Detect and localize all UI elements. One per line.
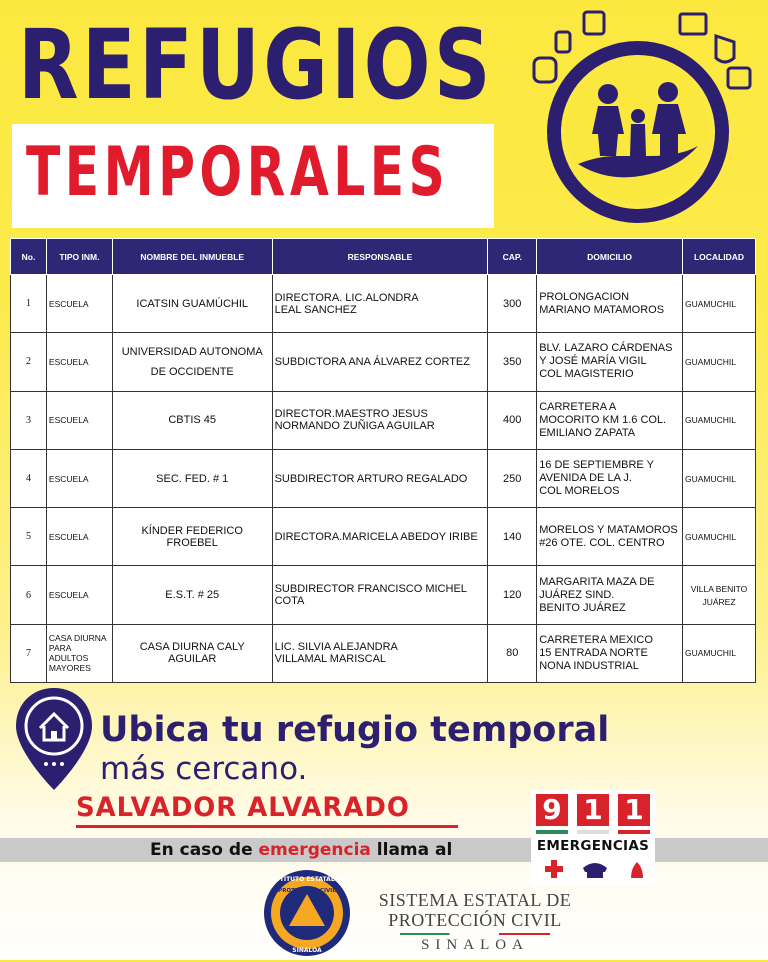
seal-bottom-text: SINALOA bbox=[292, 947, 322, 954]
table-row bbox=[11, 449, 756, 507]
dom-line: BENITO JUÁREZ bbox=[539, 601, 626, 614]
dom-line: BLV. LAZARO CÁRDENAS bbox=[539, 342, 673, 355]
cell-responsable bbox=[272, 333, 488, 391]
table-header-row bbox=[11, 239, 756, 275]
dom-line: EMILIANO ZAPATA bbox=[539, 426, 636, 439]
cell-localidad: GUAMUCHIL bbox=[683, 333, 756, 391]
cell-responsable bbox=[272, 566, 488, 624]
resp-line: SUBDICTORA ANA ÁLVAREZ CORTEZ bbox=[274, 355, 470, 368]
col-header-localidad: LOCALIDAD bbox=[683, 239, 756, 275]
resp-line: LEAL SANCHEZ bbox=[274, 303, 357, 316]
cell-responsable bbox=[272, 391, 488, 449]
cell-localidad bbox=[683, 566, 756, 624]
proteccion-civil-seal bbox=[262, 868, 352, 958]
cell-nombre: CBTIS 45 bbox=[112, 391, 272, 449]
loc-line: JUÁREZ bbox=[702, 596, 736, 607]
cell-nombre: E.S.T. # 25 bbox=[112, 566, 272, 624]
cell-localidad: GUAMUCHIL bbox=[683, 275, 756, 333]
flag-red bbox=[618, 830, 650, 834]
cell-tipo: ESCUELA bbox=[46, 391, 112, 449]
emergency-911-logo bbox=[531, 790, 655, 886]
cell-tipo: ESCUELA bbox=[46, 275, 112, 333]
title-temporales: TEMPORALES bbox=[26, 133, 450, 212]
title-refugios: REFUGIOS bbox=[18, 9, 494, 121]
cell-tipo: ESCUELA bbox=[46, 566, 112, 624]
cell-tipo bbox=[46, 624, 112, 682]
col-header-domicilio: DOMICILIO bbox=[537, 239, 683, 275]
loc-line: VILLA BENITO bbox=[690, 583, 748, 594]
cell-responsable bbox=[272, 508, 488, 566]
org-rule bbox=[400, 933, 550, 935]
shelter-table bbox=[10, 238, 756, 683]
col-header-nombre: NOMBRE DEL INMUEBLE bbox=[112, 239, 272, 275]
dom-line: PROLONGACION bbox=[539, 290, 630, 303]
seal-mid-text: PROTECCION CIVIL bbox=[278, 888, 336, 894]
table-row bbox=[11, 508, 756, 566]
cell-no: 7 bbox=[11, 624, 47, 682]
location-pin-icon bbox=[12, 686, 96, 796]
shelters-table bbox=[10, 238, 756, 683]
cell-nombre: ICATSIN GUAMÚCHIL bbox=[112, 275, 272, 333]
cell-cap: 80 bbox=[488, 624, 537, 682]
dom-line: COL MORELOS bbox=[539, 485, 620, 498]
cell-domicilio bbox=[537, 391, 683, 449]
dom-line: MOCORITO KM 1.6 COL. bbox=[539, 413, 667, 426]
seal-top-text: INSTITUTO ESTATAL DE bbox=[268, 876, 346, 883]
cell-tipo: ESCUELA bbox=[46, 449, 112, 507]
dom-line: MARGARITA MAZA DE bbox=[539, 575, 655, 588]
cell-cap: 140 bbox=[488, 508, 537, 566]
cell-cap: 300 bbox=[488, 275, 537, 333]
resp-line: VILLAMAL MARISCAL bbox=[274, 653, 387, 666]
flag-green bbox=[536, 830, 568, 834]
municipio-name: SALVADOR ALVARADO bbox=[76, 792, 410, 823]
nombre-line: UNIVERSIDAD AUTONOMA bbox=[121, 345, 263, 358]
cell-nombre: CASA DIURNA CALY AGUILAR bbox=[112, 624, 272, 682]
municipio-underline bbox=[76, 825, 458, 828]
cell-domicilio bbox=[537, 449, 683, 507]
cell-nombre bbox=[112, 333, 272, 391]
cell-localidad: GUAMUCHIL bbox=[683, 449, 756, 507]
dom-line: AVENIDA DE LA J. bbox=[539, 472, 632, 485]
table-row bbox=[11, 624, 756, 682]
dom-line: MARIANO MATAMOROS bbox=[539, 303, 665, 316]
cell-no: 5 bbox=[11, 508, 47, 566]
emergency-pre: En caso de bbox=[150, 840, 253, 860]
emergency-word: emergencia bbox=[258, 840, 371, 860]
organization-name bbox=[370, 890, 580, 953]
col-header-no: No. bbox=[11, 239, 47, 275]
cell-localidad: GUAMUCHIL bbox=[683, 508, 756, 566]
cell-domicilio bbox=[537, 624, 683, 682]
cell-no: 2 bbox=[11, 333, 47, 391]
dom-line: CARRETERA MEXICO bbox=[539, 633, 653, 646]
resp-line: DIRECTORA. LIC.ALONDRA bbox=[274, 291, 419, 304]
cell-no: 4 bbox=[11, 449, 47, 507]
dom-line: 15 ENTRADA NORTE bbox=[539, 646, 648, 659]
resp-line: DIRECTOR.MAESTRO JESUS bbox=[274, 408, 428, 421]
org-line2: PROTECCIÓN CIVIL bbox=[388, 910, 562, 930]
tipo-line: PARA bbox=[48, 643, 72, 654]
ubica-subheading: más cercano. bbox=[100, 751, 308, 787]
cell-tipo: ESCUELA bbox=[46, 333, 112, 391]
org-line3: SINALOA bbox=[421, 937, 529, 953]
cell-tipo: ESCUELA bbox=[46, 508, 112, 566]
cell-responsable bbox=[272, 449, 488, 507]
cell-no: 1 bbox=[11, 275, 47, 333]
cell-cap: 350 bbox=[488, 333, 537, 391]
family-shelter-icon bbox=[520, 6, 758, 224]
cell-no: 3 bbox=[11, 391, 47, 449]
cell-localidad: GUAMUCHIL bbox=[683, 624, 756, 682]
table-row bbox=[11, 275, 756, 333]
cell-nombre: SEC. FED. # 1 bbox=[112, 449, 272, 507]
cell-responsable bbox=[272, 275, 488, 333]
cell-domicilio bbox=[537, 566, 683, 624]
emergencias-label: EMERGENCIAS bbox=[536, 838, 650, 854]
cell-cap: 120 bbox=[488, 566, 537, 624]
cell-domicilio bbox=[537, 275, 683, 333]
digit-1: 1 bbox=[577, 794, 609, 826]
cell-cap: 250 bbox=[488, 449, 537, 507]
emergency-post: llama al bbox=[376, 840, 453, 860]
tipo-line: ADULTOS bbox=[48, 653, 89, 664]
dom-line: CARRETERA A bbox=[539, 400, 617, 413]
resp-line: LIC. SILVIA ALEJANDRA bbox=[274, 641, 398, 654]
resp-line: SUBDIRECTOR FRANCISCO MICHEL bbox=[274, 583, 467, 596]
dom-line: #26 OTE. COL. CENTRO bbox=[539, 536, 665, 549]
resp-line: DIRECTORA.MARICELA ABEDOY IRIBE bbox=[274, 530, 478, 543]
cell-domicilio bbox=[537, 333, 683, 391]
table-row bbox=[11, 391, 756, 449]
col-header-responsable: RESPONSABLE bbox=[272, 239, 488, 275]
col-header-cap: CAP. bbox=[488, 239, 537, 275]
table-row bbox=[11, 333, 756, 391]
tipo-line: CASA DIURNA bbox=[48, 633, 107, 644]
org-line1: SISTEMA ESTATAL DE bbox=[378, 890, 572, 910]
flag-white bbox=[577, 830, 609, 834]
resp-line: COTA bbox=[274, 595, 305, 608]
col-header-tipo: TIPO INM. bbox=[46, 239, 112, 275]
cell-no: 6 bbox=[11, 566, 47, 624]
tipo-line: MAYORES bbox=[48, 663, 91, 674]
dom-line: COL MAGISTERIO bbox=[539, 368, 634, 381]
cell-responsable bbox=[272, 624, 488, 682]
dom-line: Y JOSÉ MARÍA VIGIL bbox=[539, 355, 647, 368]
shelter-logo bbox=[520, 6, 758, 224]
dom-line: JUÁREZ SIND. bbox=[539, 588, 615, 601]
digit-1: 1 bbox=[618, 794, 650, 826]
ubica-heading: Ubica tu refugio temporal bbox=[100, 710, 610, 750]
emergency-text bbox=[150, 839, 452, 861]
table-row bbox=[11, 566, 756, 624]
cell-localidad: GUAMUCHIL bbox=[683, 391, 756, 449]
cell-nombre: KÍNDER FEDERICO FROEBEL bbox=[112, 508, 272, 566]
digit-9: 9 bbox=[536, 794, 568, 826]
dom-line: MORELOS Y MATAMOROS bbox=[539, 523, 678, 536]
cell-domicilio bbox=[537, 508, 683, 566]
cell-cap: 400 bbox=[488, 391, 537, 449]
resp-line: SUBDIRECTOR ARTURO REGALADO bbox=[274, 472, 468, 485]
resp-line: NORMANDO ZUÑIGA AGUILAR bbox=[274, 420, 435, 433]
nombre-line: DE OCCIDENTE bbox=[150, 365, 234, 378]
dom-line: 16 DE SEPTIEMBRE Y bbox=[539, 459, 654, 472]
dom-line: NONA INDUSTRIAL bbox=[539, 659, 639, 672]
emergency-services-icons bbox=[539, 858, 649, 882]
